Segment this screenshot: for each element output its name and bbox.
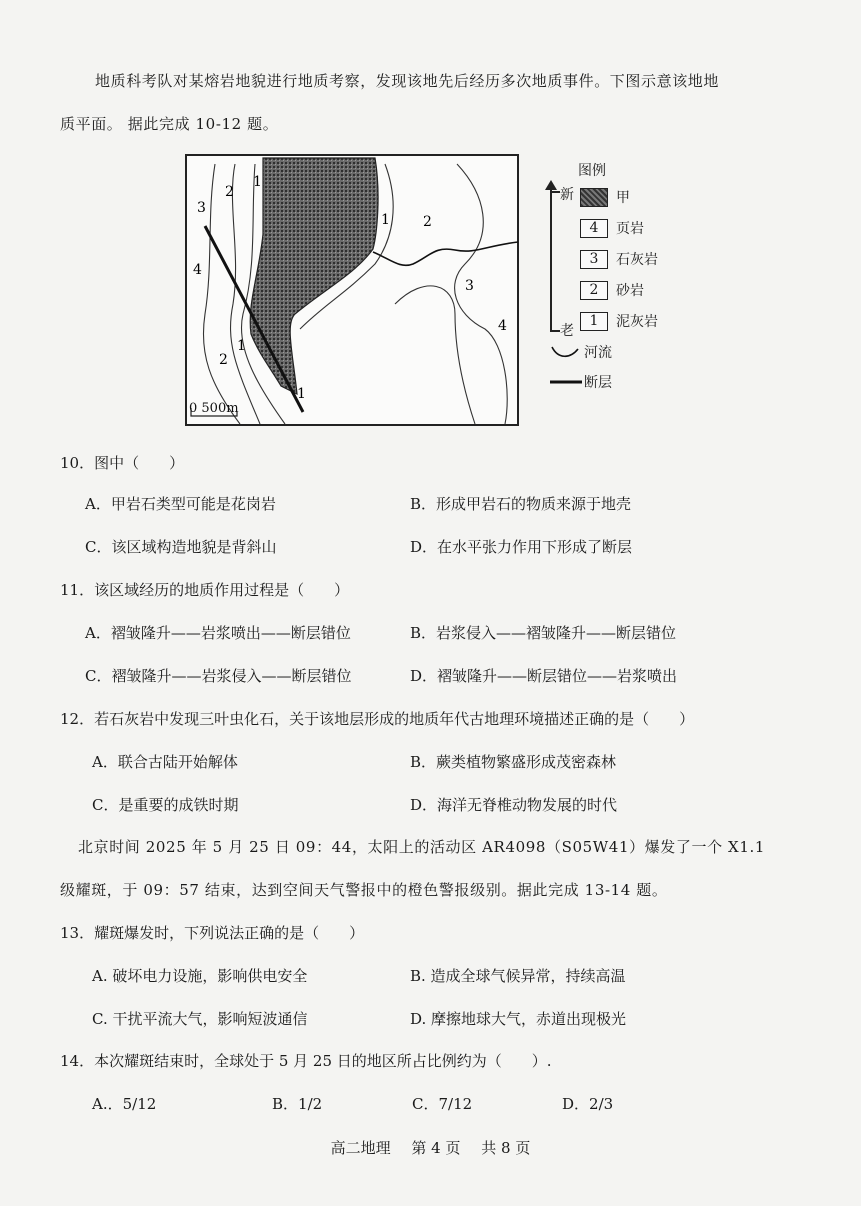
footer-page: 第 4 页	[411, 1139, 461, 1157]
geologic-map	[185, 154, 519, 426]
map-legend	[540, 160, 700, 400]
zone-label-4-right: 4	[498, 318, 507, 334]
zone-label-1-top-left: 1	[253, 174, 262, 190]
q13-option-c: C. 干扰平流大气，影响短波通信	[92, 1010, 308, 1028]
legend-swatch-jia	[580, 188, 608, 207]
legend-item-jia: 甲	[580, 187, 630, 207]
legend-new-label: 新	[560, 187, 574, 203]
legend-item-shale: 4 页岩	[580, 218, 644, 238]
fault-symbol-icon	[548, 373, 584, 391]
legend-item-river: 河流	[548, 342, 612, 362]
q10-option-c: C．该区域构造地貌是背斜山	[85, 538, 277, 556]
footer-subject: 高二地理	[330, 1139, 391, 1157]
river-symbol-icon	[548, 343, 584, 361]
q11-option-b: B．岩浆侵入——褶皱隆升——断层错位	[410, 624, 677, 642]
q12-option-d: D．海洋无脊椎动物发展的时代	[410, 796, 618, 814]
intro-text-line1: 地质科考队对某熔岩地貌进行地质考察，发现该地先后经历多次地质事件。下图示意该地地	[95, 72, 720, 90]
intro-text-line2: 质平面。 据此完成 10-12 题。	[60, 115, 279, 133]
q14-option-a: A.．5/12	[92, 1095, 157, 1113]
zone-label-1-right: 1	[381, 212, 390, 228]
zone-label-3-right: 3	[465, 278, 474, 294]
q10-option-b: B．形成甲岩石的物质来源于地壳	[410, 495, 632, 513]
q13-stem: 13．耀斑爆发时，下列说法正确的是（ ）	[60, 924, 365, 942]
legend-item-marl: 1 泥灰岩	[580, 311, 658, 331]
legend-item-sandstone: 2 砂岩	[580, 280, 644, 300]
zone-label-2-bottom-left: 2	[219, 352, 228, 368]
q11-option-c: C．褶皱隆升——岩浆侵入——断层错位	[85, 667, 352, 685]
q10-option-d: D．在水平张力作用下形成了断层	[410, 538, 633, 556]
q10-stem: 10．图中（ ）	[60, 454, 185, 472]
q12-option-b: B．蕨类植物繁盛形成茂密森林	[410, 753, 617, 771]
intro2-text-line2: 级耀斑，于 09：57 结束，达到空间天气警报中的橙色警报级别。据此完成 13-14 题。	[60, 881, 668, 899]
zone-label-1-bottom-left: 1	[237, 338, 246, 354]
zone-label-2-right: 2	[423, 214, 432, 230]
q14-option-b: B．1/2	[272, 1095, 323, 1113]
q12-option-a: A．联合古陆开始解体	[92, 753, 238, 771]
q11-stem: 11．该区域经历的地质作用过程是（ ）	[60, 581, 350, 599]
page-footer	[0, 1137, 861, 1158]
zone-label-1-bottom: 1	[297, 386, 306, 402]
q13-option-a: A. 破坏电力设施，影响供电安全	[92, 967, 308, 985]
scale-label: 0 500m	[189, 401, 239, 416]
zone-label-3-left: 3	[197, 200, 206, 216]
legend-age-axis	[550, 187, 552, 332]
zone-label-2-top-left: 2	[225, 184, 234, 200]
intro2-text-line1: 北京时间 2025 年 5 月 25 日 09：44，太阳上的活动区 AR4098（S05W41）爆发了一个 X1.1	[78, 838, 765, 856]
footer-total: 共 8 页	[481, 1139, 531, 1157]
q11-option-a: A．褶皱隆升——岩浆喷出——断层错位	[85, 624, 351, 642]
legend-old-label: 老	[560, 323, 574, 339]
q13-option-b: B. 造成全球气候异常，持续高温	[410, 967, 626, 985]
q13-option-d: D. 摩擦地球大气，赤道出现极光	[410, 1010, 627, 1028]
q11-option-d: D．褶皱隆升——断层错位——岩浆喷出	[410, 667, 678, 685]
q10-option-a: A．甲岩石类型可能是花岗岩	[85, 495, 276, 513]
zone-label-4-left: 4	[193, 262, 202, 278]
legend-title: 图例	[578, 163, 606, 179]
q14-option-c: C．7/12	[412, 1095, 473, 1113]
q12-option-c: C．是重要的成铁时期	[92, 796, 239, 814]
q14-option-d: D．2/3	[562, 1095, 614, 1113]
q12-stem: 12．若石灰岩中发现三叶虫化石，关于该地层形成的地质年代古地理环境描述正确的是（ ）	[60, 710, 695, 728]
q14-stem: 14．本次耀斑结束时，全球处于 5 月 25 日的地区所占比例约为（ ）.	[60, 1052, 552, 1070]
legend-item-fault: 断层	[548, 372, 612, 392]
legend-item-limestone: 3 石灰岩	[580, 249, 658, 269]
